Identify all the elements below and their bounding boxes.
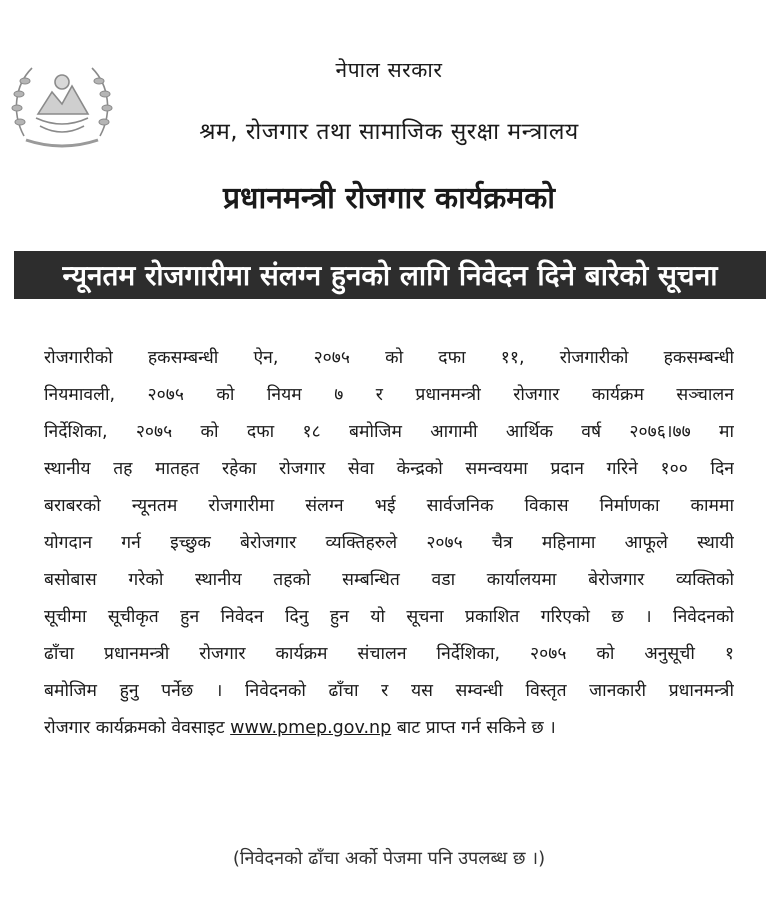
body-line: रोजगारीको हकसम्बन्धी ऐन, २०७५ को दफा ११, रोजगारीको हकसम्बन्धी [44, 348, 734, 368]
last-line-tail: बाट प्राप्त गर्न सकिने छ । [396, 718, 556, 738]
body-line: योगदान गर्न इच्छुक बेरोजगार व्यक्तिहरुले २०७५ चैत्र महिनामा आफूले स्थायी [44, 533, 734, 553]
footer-note: (निवेदनको ढाँचा अर्को पेजमा पनि उपलब्ध छ ।) [232, 848, 546, 869]
body-line: ढाँचा प्रधानमन्त्री रोजगार कार्यक्रम संचालन निर्देशिका, २०७५ को अनुसूची १ [44, 644, 734, 664]
website-link[interactable]: www.pmep.gov.np [230, 718, 392, 738]
last-line-text: रोजगार कार्यक्रमको वेवसाइट [44, 718, 225, 738]
body-line: बसोबास गरेको स्थानीय तहको सम्बन्धित वडा कार्यालयमा बेरोजगार व्यक्तिको [44, 570, 734, 590]
ministry-name: श्रम, रोजगार तथा सामाजिक सुरक्षा मन्त्रालय [199, 119, 579, 145]
body-line: नियमावली, २०७५ को नियम ७ र प्रधानमन्त्री रोजगार कार्यक्रम सञ्चालन [44, 385, 734, 405]
body-line: निर्देशिका, २०७५ को दफा १८ बमोजिम आगामी आर्थिक वर्ष २०७६।७७ मा [44, 422, 734, 442]
body-line: स्थानीय तह मातहत रहेका रोजगार सेवा केन्द्रको समन्वयमा प्रदान गरिने १०० दिन [44, 459, 734, 479]
body-last-line [44, 710, 734, 747]
government-name: नेपाल सरकार [335, 58, 443, 82]
body-line: बमोजिम हुनु पर्नेछ । निवेदनको ढाँचा र यस सम्वन्धी विस्तृत जानकारी प्रधानमन्त्री [44, 681, 734, 701]
program-title: प्रधानमन्त्री रोजगार कार्यक्रमको [222, 181, 556, 216]
body-line: बराबरको न्यूनतम रोजगारीमा संलग्न भई सार्वजनिक विकास निर्माणका काममा [44, 496, 734, 516]
notice-body [44, 340, 734, 747]
notice-banner [14, 251, 766, 299]
notice-title: न्यूनतम रोजगारीमा संलग्न हुनको लागि निवेदन दिने बारेको सूचना [62, 259, 718, 292]
body-line: सूचीमा सूचीकृत हुन निवेदन दिनु हुन यो सूचना प्रकाशित गरिएको छ । निवेदनको [44, 607, 734, 627]
